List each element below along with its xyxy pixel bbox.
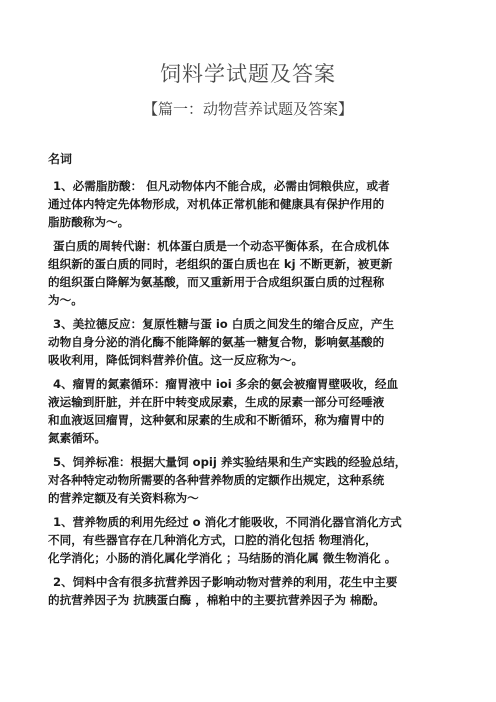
paragraph-line: 化学消化；小肠的消化属化学消化 ；马结肠的消化属 微生物消化 。 <box>48 551 397 565</box>
paragraph-line: 1、营养物质的利用先经过 o 消化才能吸收，不同消化器官消化方式 <box>53 515 402 529</box>
paragraph-feeding-standard <box>48 453 453 507</box>
paragraph-line: 氮素循环。 <box>48 431 106 445</box>
paragraph-line: 为～。 <box>48 293 83 307</box>
paragraph-line: 4、瘤胃的氮素循环：瘤胃液中 ioi 多余的氨会被瘤胃壁吸收，经血 <box>53 377 399 391</box>
paragraph-line: 吸收利用，降低饲料营养价值。这一反应称为～。 <box>48 353 304 367</box>
document-body <box>48 150 453 615</box>
paragraph-essential-fatty-acid <box>48 177 453 231</box>
paragraph-line: 1、必需脂肪酸： 但凡动物体内不能合成，必需由饲粮供应，或者 <box>53 179 390 193</box>
paragraph-protein-turnover <box>48 237 453 309</box>
paragraph-line: 的抗营养因子为 抗胰蛋白酶 ，棉粕中的主要抗营养因子为 棉酚。 <box>48 593 385 607</box>
paragraph-line: 动物自身分泌的消化酶不能降解的氨基一糖复合物，影响氨基酸的 <box>48 335 385 349</box>
paragraph-line: 的组织蛋白降解为氨基酸，而又重新用于合成组织蛋白质的过程称 <box>48 275 385 289</box>
paragraph-line: 通过体内特定先体物形成，对机体正常机能和健康具有保护作用的 <box>48 197 385 211</box>
paragraph-antinutritional-question <box>48 573 453 609</box>
paragraph-line: 组织新的蛋白质的同时，老组织的蛋白质也在 kj 不断更新，被更新 <box>48 257 393 271</box>
paragraph-line: 不同，有些器官存在几种消化方式，口腔的消化包括 物理消化， <box>48 533 377 547</box>
paragraph-line: 液运输到肝脏，并在肝中转变成尿素，生成的尿素一部分可经唾液 <box>48 395 385 409</box>
paragraph-digestion-question <box>48 513 453 567</box>
paragraph-line: 3、美拉德反应：复原性糖与蛋 io 白质之间发生的缩合反应，产生 <box>53 317 395 331</box>
paragraph-line: 蛋白质的周转代谢：机体蛋白质是一个动态平衡体系，在合成机体 <box>53 239 390 253</box>
section-heading: 名词 <box>48 152 73 166</box>
paragraph-line: 和血液返回瘤胃，这种氨和尿素的生成和不断循环，称为瘤胃中的 <box>48 413 385 427</box>
paragraph-maillard-reaction <box>48 315 453 369</box>
paragraph-line: 的营养定额及有关资料称为～ <box>48 491 199 505</box>
paragraph-rumen-nitrogen-cycle <box>48 375 453 447</box>
paragraph-line: 对各种特定动物所需要的各种营养物质的定额作出规定，这种系统 <box>48 473 385 487</box>
paragraph-line: 脂肪酸称为～。 <box>48 215 130 229</box>
paragraph-line: 5、饲养标准：根据大量饲 opij 养实验结果和生产实践的经验总结， <box>53 455 407 469</box>
document-subtitle: 【篇一：动物营养试题及答案】 <box>142 100 353 118</box>
paragraph-line: 2、饲料中含有很多抗营养因子影响动物对营养的利用，花生中主要 <box>53 575 398 589</box>
document-title: 饲料学试题及答案 <box>160 62 336 86</box>
